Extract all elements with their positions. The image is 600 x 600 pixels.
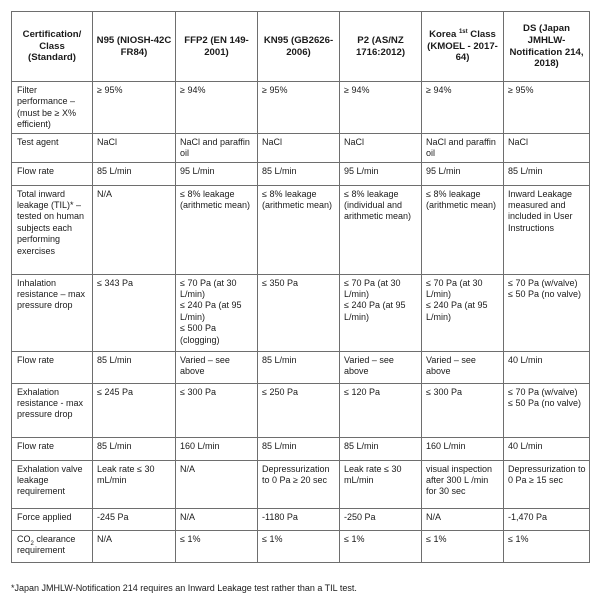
table-cell: ≤ 70 Pa (at 30 L/min) ≤ 240 Pa (at 95 L/min) [422, 274, 504, 351]
table-cell: ≤ 1% [504, 530, 590, 562]
table-cell: ≤ 1% [258, 530, 340, 562]
table-row [12, 383, 590, 437]
table-cell: NaCl [93, 133, 176, 162]
table-cell: 85 L/min [258, 437, 340, 460]
row-label: Exhalation resistance - max pressure drop [12, 383, 93, 437]
table-cell: N/A [93, 185, 176, 274]
row-label: Flow rate [12, 437, 93, 460]
table-cell: ≤ 1% [422, 530, 504, 562]
table-cell: Varied – see above [422, 351, 504, 383]
table-cell: 95 L/min [176, 162, 258, 185]
table-row [12, 82, 590, 134]
table-row [12, 530, 590, 562]
table-row [12, 460, 590, 508]
table-cell: N/A [93, 530, 176, 562]
table-cell: 95 L/min [422, 162, 504, 185]
table-cell: ≤ 8% leakage (arithmetic mean) [176, 185, 258, 274]
table-cell: Inward Leakage measured and included in User Instructions [504, 185, 590, 274]
table-cell: ≤ 350 Pa [258, 274, 340, 351]
header-p2: P2 (AS/NZ 1716:2012) [340, 12, 422, 82]
row-label: Test agent [12, 133, 93, 162]
header-korea: Korea $^{1st}$ Class (KMOEL - 2017-64) [422, 12, 504, 82]
table-cell: ≤ 343 Pa [93, 274, 176, 351]
table-cell: ≤ 250 Pa [258, 383, 340, 437]
table-cell: N/A [176, 508, 258, 530]
table-cell: -250 Pa [340, 508, 422, 530]
table-cell: visual inspection after 300 L /min for 30 sec [422, 460, 504, 508]
table-cell: NaCl [340, 133, 422, 162]
table-cell: ≥ 94% [176, 82, 258, 134]
table-cell: 85 L/min [93, 351, 176, 383]
table-cell: -245 Pa [93, 508, 176, 530]
table-cell: 85 L/min [93, 162, 176, 185]
table-row [12, 162, 590, 185]
table-row [12, 185, 590, 274]
table-cell: NaCl [504, 133, 590, 162]
table-cell: 85 L/min [504, 162, 590, 185]
row-label: Exhalation valve leakage requirement [12, 460, 93, 508]
table-cell: ≤ 245 Pa [93, 383, 176, 437]
table-cell: ≤ 8% leakage (individual and arithmetic mean) [340, 185, 422, 274]
table-cell: 85 L/min [340, 437, 422, 460]
table-cell: 160 L/min [176, 437, 258, 460]
row-label: Force applied [12, 508, 93, 530]
header-class: Certification/ Class (Standard) [12, 12, 93, 82]
table-row [12, 274, 590, 351]
row-label: $CO_2$ clearance requirement [12, 530, 93, 562]
table-cell: -1,470 Pa [504, 508, 590, 530]
table-cell: ≤ 70 Pa (at 30 L/min) ≤ 240 Pa (at 95 L/min) ≤ 500 Pa (clogging) [176, 274, 258, 351]
table-row [12, 508, 590, 530]
table-cell: Depressurization to 0 Pa ≥ 15 sec [504, 460, 590, 508]
table-cell: 85 L/min [258, 162, 340, 185]
row-label: Flow rate [12, 351, 93, 383]
table-cell: 85 L/min [258, 351, 340, 383]
footnote: *Japan JMHLW-Notification 214 requires an Inward Leakage test rather than a TIL test. [11, 583, 357, 593]
table-cell: 40 L/min [504, 351, 590, 383]
header-ffp2: FFP2 (EN 149-2001) [176, 12, 258, 82]
table-cell: NaCl and paraffin oil [422, 133, 504, 162]
table-cell: Depressurization to 0 Pa ≥ 20 sec [258, 460, 340, 508]
table-cell: 160 L/min [422, 437, 504, 460]
table-cell: ≤ 300 Pa [422, 383, 504, 437]
table-cell: ≤ 1% [340, 530, 422, 562]
table-cell: ≤ 1% [176, 530, 258, 562]
row-label: Filter performance – (must be ≥ X% efficient) [12, 82, 93, 134]
header-ds-japan: DS (Japan JMHLW-Notification 214, 2018) [504, 12, 590, 82]
table-cell: NaCl [258, 133, 340, 162]
table-cell: ≥ 95% [93, 82, 176, 134]
table-cell: N/A [176, 460, 258, 508]
table-row [12, 133, 590, 162]
table-cell: 95 L/min [340, 162, 422, 185]
table-row [12, 437, 590, 460]
header-n95: N95 (NIOSH-42C FR84) [93, 12, 176, 82]
table-cell: Varied – see above [340, 351, 422, 383]
table-cell: 40 L/min [504, 437, 590, 460]
row-label: Total inward leakage (TIL)* – tested on human subjects each performing exercises [12, 185, 93, 274]
table-cell: Leak rate ≤ 30 mL/min [93, 460, 176, 508]
table-cell: ≤ 300 Pa [176, 383, 258, 437]
table-cell: ≥ 94% [340, 82, 422, 134]
table-cell: -1180 Pa [258, 508, 340, 530]
table-cell: ≥ 94% [422, 82, 504, 134]
respirator-comparison-table [11, 11, 590, 563]
table-cell: ≥ 95% [504, 82, 590, 134]
table-cell: ≤ 120 Pa [340, 383, 422, 437]
table-row [12, 351, 590, 383]
table-cell: ≤ 70 Pa (w/valve) ≤ 50 Pa (no valve) [504, 383, 590, 437]
table-cell: Leak rate ≤ 30 mL/min [340, 460, 422, 508]
table-cell: 85 L/min [93, 437, 176, 460]
table-cell: ≤ 70 Pa (w/valve) ≤ 50 Pa (no valve) [504, 274, 590, 351]
header-kn95: KN95 (GB2626-2006) [258, 12, 340, 82]
table-cell: Varied – see above [176, 351, 258, 383]
table-cell: ≤ 8% leakage (arithmetic mean) [422, 185, 504, 274]
table-cell: NaCl and paraffin oil [176, 133, 258, 162]
table-cell: ≥ 95% [258, 82, 340, 134]
header-row [12, 12, 590, 82]
table-cell: ≤ 8% leakage (arithmetic mean) [258, 185, 340, 274]
table-cell: ≤ 70 Pa (at 30 L/min) ≤ 240 Pa (at 95 L/min) [340, 274, 422, 351]
row-label: Flow rate [12, 162, 93, 185]
row-label: Inhalation resistance – max pressure drop [12, 274, 93, 351]
table-cell: N/A [422, 508, 504, 530]
